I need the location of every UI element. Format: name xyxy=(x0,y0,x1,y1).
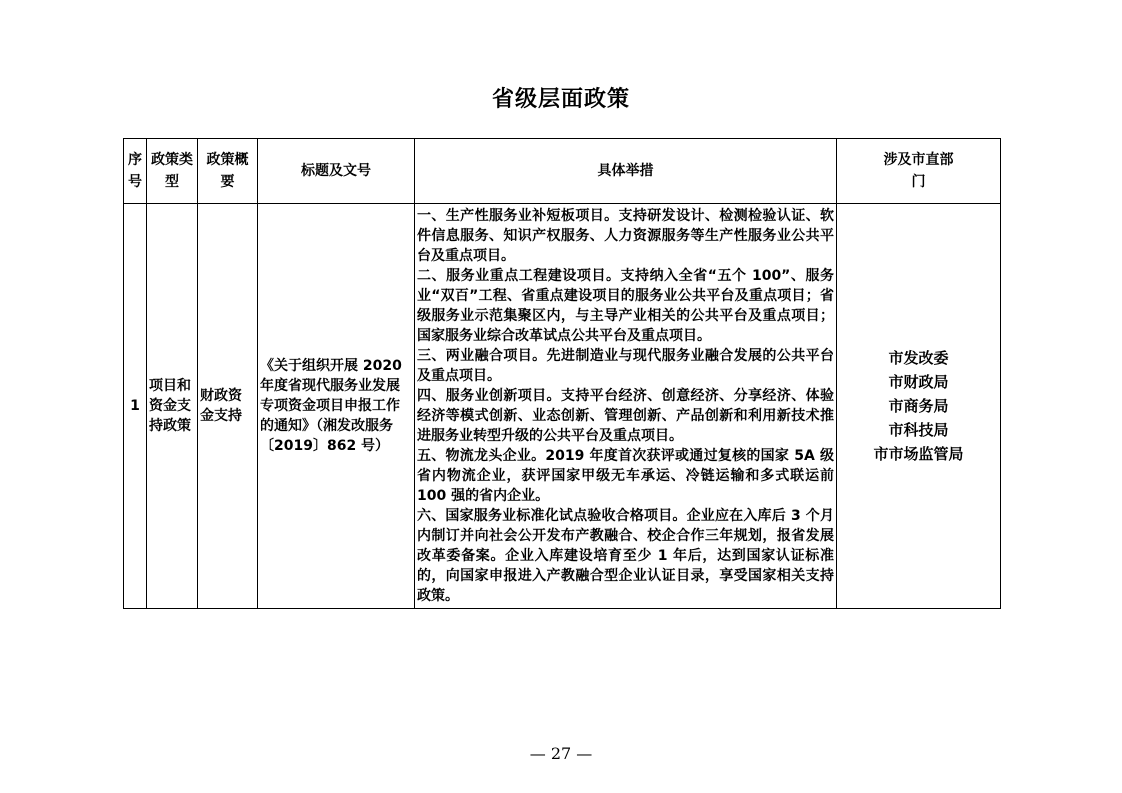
header-policy-type: 政策类型 xyxy=(147,139,198,204)
department-item: 市商务局 xyxy=(888,397,949,415)
header-policy-summary: 政策概要 xyxy=(198,139,258,204)
cell-specific-measures xyxy=(415,204,837,609)
header-title-doc-number: 标题及文号 xyxy=(258,139,415,204)
measure-item-2: 二、服务业重点工程建设项目。支持纳入全省“五个 100”、服务业“双百”工程、省重点建设项目的服务业公共平台及重点项目；省级服务业示范集聚区内，与主导产业相关的公共平台及重点项目；国家服务业综合改革试点公共平台及重点项目。 xyxy=(417,268,834,344)
header-seq: 序号 xyxy=(124,139,147,204)
measure-item-3: 三、两业融合项目。先进制造业与现代服务业融合发展的公共平台及重点项目。 xyxy=(417,348,834,384)
cell-seq: 1 xyxy=(124,204,147,609)
department-item: 市科技局 xyxy=(888,421,949,439)
measure-item-6: 六、国家服务业标准化试点验收合格项目。企业应在入库后 3 个月内制订并向社会公开发布产教融合、校企合作三年规划，报省发展改革委备案。企业入库建设培育至少 1 年后，达到国家认证标准的，向国家申报进入产教融合型企业认证目录，享受国家相关支持政策。 xyxy=(417,508,834,604)
measure-item-5: 五、物流龙头企业。2019 年度首次获评或通过复核的国家 5A 级省内物流企业，获评国家甲级无车承运、冷链运输和多式联运前 100 强的省内企业。 xyxy=(417,448,834,504)
cell-policy-type: 项目和资金支持政策 xyxy=(147,204,198,609)
cell-departments xyxy=(837,204,1001,609)
page-title: 省级层面政策 xyxy=(491,87,630,112)
table-header-row xyxy=(124,139,1001,204)
department-item: 市发改委 xyxy=(888,349,949,367)
department-item: 市财政局 xyxy=(888,373,949,391)
page-number: — 27 — xyxy=(529,744,593,763)
cell-title-doc-number: 《关于组织开展 2020 年度省现代服务业发展专项资金项目申报工作的通知》（湘发改服务〔2019〕862 号） xyxy=(258,204,415,609)
header-departments xyxy=(837,139,1001,204)
cell-policy-summary: 财政资金支持 xyxy=(198,204,258,609)
header-specific-measures: 具体举措 xyxy=(415,139,837,204)
policy-table xyxy=(123,138,1001,609)
measure-item-1: 一、生产性服务业补短板项目。支持研发设计、检测检验认证、软件信息服务、知识产权服务、人力资源服务等生产性服务业公共平台及重点项目。 xyxy=(417,208,834,264)
table-row xyxy=(124,204,1001,609)
measure-item-4: 四、服务业创新项目。支持平台经济、创意经济、分享经济、体验经济等模式创新、业态创新、管理创新、产品创新和利用新技术推进服务业转型升级的公共平台及重点项目。 xyxy=(417,388,834,444)
header-departments-label: 涉及市直部门 xyxy=(883,152,954,190)
department-item: 市市场监管局 xyxy=(873,445,964,463)
